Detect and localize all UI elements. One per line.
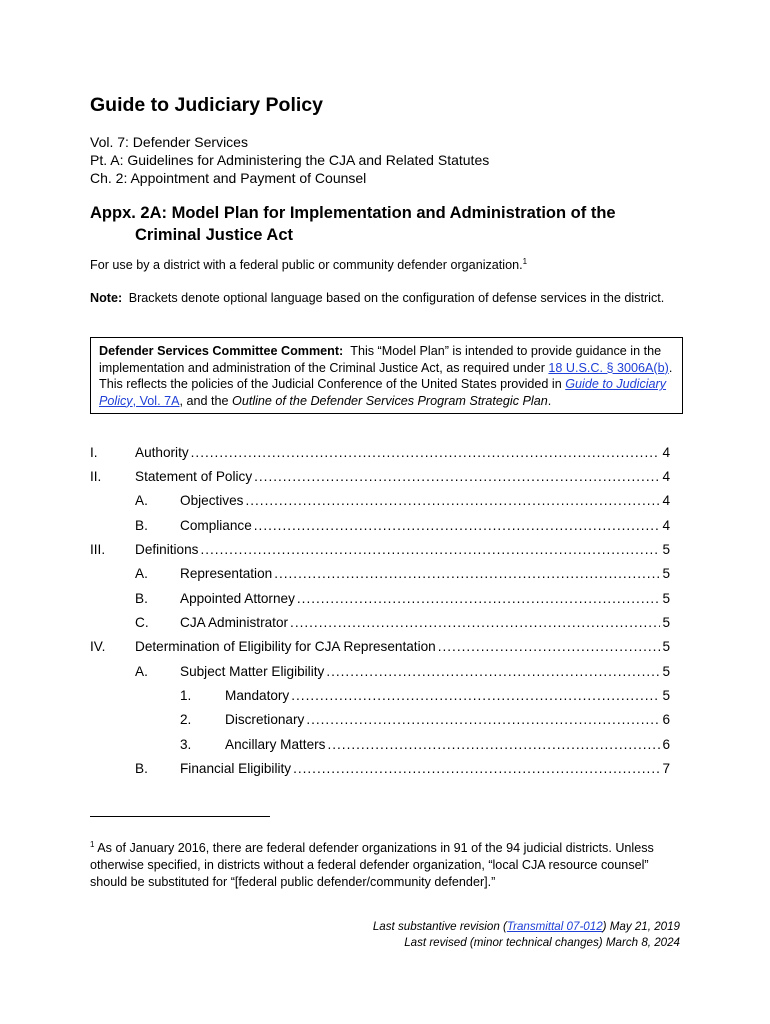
toc-row[interactable]: [90, 518, 670, 538]
toc-page-number: 5: [662, 542, 670, 557]
toc-entry: [180, 761, 670, 776]
footer-line-1: [373, 919, 680, 935]
toc-row[interactable]: [90, 566, 670, 586]
for-use-statement: [90, 258, 527, 272]
appendix-title: [90, 202, 690, 246]
toc-row[interactable]: [90, 591, 670, 611]
appendix-title-line1: Appx. 2A: Model Plan for Implementation and Administration of the: [90, 204, 616, 222]
guide-link-italic: Guide to Judiciary Policy: [99, 377, 667, 408]
toc-label: Financial Eligibility: [180, 761, 292, 776]
toc-number: IV.: [90, 639, 106, 654]
toc-row[interactable]: [90, 542, 670, 562]
volume-info: [90, 133, 489, 187]
part-line: Pt. A: Guidelines for Administering the CJA and Related Statutes: [90, 152, 490, 168]
footnote-number: 1: [90, 839, 95, 849]
comment-text-1: This “Model Plan” is intended to provide guidance in the implementation and administration of the Criminal Justice Act, as required under: [99, 344, 662, 375]
toc-entry: [135, 469, 670, 484]
toc-number: A.: [135, 493, 148, 508]
toc-leader: [326, 664, 660, 679]
footnote-ref[interactable]: 1: [522, 256, 528, 266]
guide-link-rest: , Vol. 7A: [132, 393, 180, 408]
toc-label: Definitions: [135, 542, 199, 557]
note-paragraph: [90, 290, 682, 307]
toc-label: Mandatory: [225, 688, 290, 703]
footer-line1-pre: Last substantive revision (: [372, 920, 507, 933]
toc-entry: [180, 518, 670, 533]
toc-label: Authority: [135, 445, 189, 460]
toc-leader: [245, 493, 660, 508]
toc-leader: [291, 688, 660, 703]
appendix-title-line2: Criminal Justice Act: [135, 226, 294, 244]
toc-page-number: 7: [662, 761, 670, 776]
toc-label: Statement of Policy: [135, 469, 253, 484]
toc-row[interactable]: [90, 615, 670, 635]
toc-leader: [254, 518, 661, 533]
committee-comment-box: [90, 337, 683, 414]
toc-leader: [254, 469, 660, 484]
toc-entry: [225, 737, 670, 752]
toc-leader: [438, 639, 661, 654]
comment-text-3: , and the: [179, 393, 233, 408]
toc-entry: [180, 615, 670, 630]
comment-text-5: .: [547, 393, 552, 408]
toc-number: II.: [90, 469, 102, 484]
toc-page-number: 4: [662, 493, 670, 508]
toc-number: B.: [135, 761, 148, 776]
transmittal-link[interactable]: Transmittal 07-012: [506, 920, 603, 933]
toc-entry: [135, 639, 670, 654]
toc-entry: [225, 688, 670, 703]
toc-label: Appointed Attorney: [180, 591, 295, 606]
footer-line1-post: ) May 21, 2019: [602, 920, 680, 933]
toc-leader: [290, 615, 660, 630]
toc-page-number: 4: [662, 518, 670, 533]
toc-page-number: 5: [662, 688, 670, 703]
toc-entry: [180, 566, 670, 581]
toc-entry: [180, 591, 670, 606]
toc-leader: [191, 445, 661, 460]
revision-footer: [373, 919, 680, 950]
toc-entry: [225, 712, 670, 727]
note-text: Brackets denote optional language based on the configuration of defense services in the district.: [128, 291, 665, 305]
toc-label: Discretionary: [225, 712, 305, 727]
footer-line-2: Last revised (minor technical changes) March 8, 2024: [404, 935, 680, 949]
toc-label: CJA Administrator: [180, 615, 289, 630]
comment-label: Defender Services Committee Comment:: [99, 344, 344, 358]
footnote: [90, 840, 680, 891]
toc-page-number: 5: [662, 591, 670, 606]
toc-number: B.: [135, 518, 148, 533]
for-use-text: For use by a district with a federal public or community defender organization.: [90, 258, 523, 272]
toc-number: III.: [90, 542, 106, 557]
volume-line: Vol. 7: Defender Services: [90, 134, 248, 150]
note-label: Note:: [90, 291, 123, 305]
toc-row[interactable]: [90, 761, 670, 781]
toc-leader: [293, 761, 660, 776]
toc-leader: [200, 542, 660, 557]
toc-page-number: 5: [662, 664, 670, 679]
document-title: Guide to Judiciary Policy: [90, 94, 323, 116]
toc-row[interactable]: [90, 737, 670, 757]
footnote-divider: [90, 816, 270, 817]
toc-number: 1.: [180, 688, 192, 703]
toc-page-number: 5: [662, 566, 670, 581]
toc-page-number: 4: [662, 469, 670, 484]
toc-number: B.: [135, 591, 148, 606]
toc-row[interactable]: [90, 664, 670, 684]
toc-entry: [135, 445, 670, 460]
toc-page-number: 6: [662, 712, 670, 727]
toc-row[interactable]: [90, 639, 670, 659]
footnote-text: As of January 2016, there are federal defender organizations in 91 of the 94 judicial districts. Unless otherwise specified, in districts without a federal defender organization, “local CJA resource counsel” should be substituted for “[federal public defender/community defender].”: [90, 841, 654, 889]
toc-row[interactable]: [90, 469, 670, 489]
toc-number: C.: [135, 615, 149, 630]
toc-leader: [327, 737, 660, 752]
toc-number: A.: [135, 664, 148, 679]
toc-label: Ancillary Matters: [225, 737, 326, 752]
toc-number: I.: [90, 445, 98, 460]
toc-entry: [135, 542, 670, 557]
comment-text-2: . This reflects the policies of the Judicial Conference of the United States provided in: [99, 360, 673, 391]
toc-page-number: 5: [662, 615, 670, 630]
toc-number: 3.: [180, 737, 192, 752]
toc-label: Compliance: [180, 518, 252, 533]
toc-label: Subject Matter Eligibility: [180, 664, 325, 679]
toc-row[interactable]: [90, 445, 670, 465]
toc-row[interactable]: [90, 712, 670, 732]
toc-leader: [274, 566, 660, 581]
toc-page-number: 6: [662, 737, 670, 752]
toc-page-number: 5: [662, 639, 670, 654]
toc-label: Representation: [180, 566, 273, 581]
toc-label: Determination of Eligibility for CJA Representation: [135, 639, 436, 654]
toc-row[interactable]: [90, 688, 670, 708]
toc-number: A.: [135, 566, 148, 581]
toc-row[interactable]: [90, 493, 670, 513]
toc-leader: [297, 591, 661, 606]
chapter-line: Ch. 2: Appointment and Payment of Counsel: [90, 170, 367, 186]
toc-entry: [180, 664, 670, 679]
comment-text-4: Outline of the Defender Services Program Strategic Plan: [232, 393, 548, 408]
statute-link[interactable]: 18 U.S.C. § 3006A(b): [548, 360, 669, 375]
toc-leader: [306, 712, 660, 727]
toc-number: 2.: [180, 712, 192, 727]
toc-page-number: 4: [662, 445, 670, 460]
toc-label: Objectives: [180, 493, 244, 508]
toc-entry: [180, 493, 670, 508]
